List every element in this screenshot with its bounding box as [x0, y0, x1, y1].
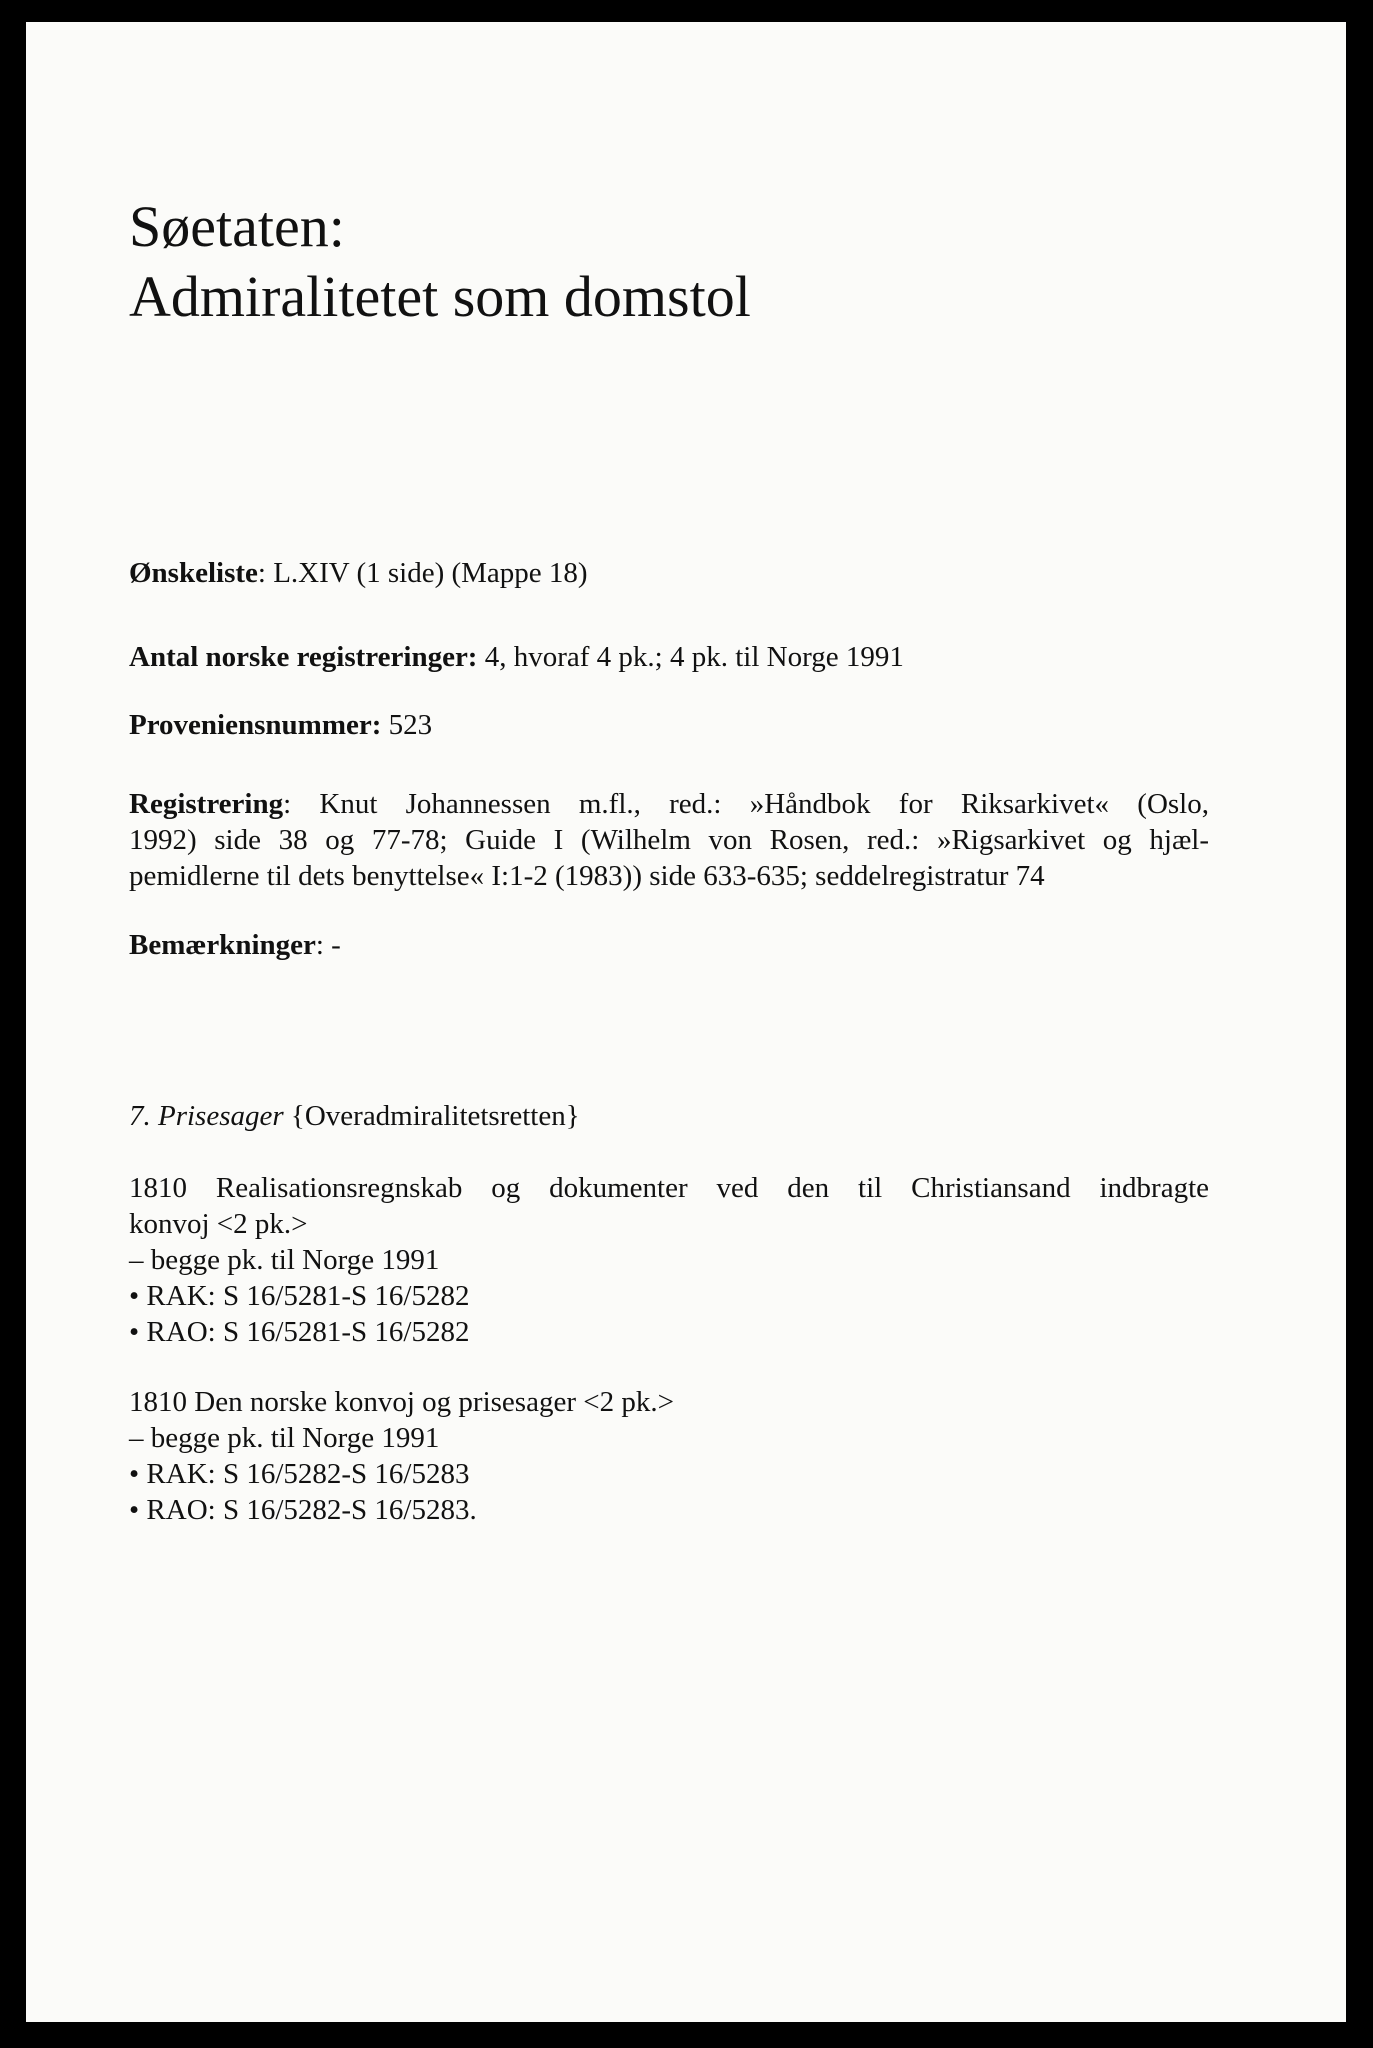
proveniens-label: Proveniensnummer:	[129, 709, 382, 741]
section-title: 7. Prisesager	[129, 1100, 284, 1132]
bemaerkninger-value: : -	[315, 929, 341, 961]
document-page	[26, 22, 1346, 2022]
entry-2-line-4: • RAO: S 16/5282-S 16/5283.	[129, 1494, 477, 1526]
registrering-line-1	[129, 786, 1209, 822]
onskeliste-value: : L.XIV (1 side) (Mappe 18)	[257, 557, 588, 589]
entry-1-line-1: 1810 Realisationsregnskab og dokumenter ved den til Christiansand indbragte	[129, 1172, 1209, 1204]
antal-value: 4, hvoraf 4 pk.; 4 pk. til Norge 1991	[477, 641, 904, 673]
entry-2	[129, 1384, 1209, 1528]
antal-label: Antal norske registreringer:	[129, 641, 478, 673]
antal-field	[129, 639, 1209, 675]
entry-1-line-2: konvoj <2 pk.>	[129, 1208, 308, 1240]
registrering-line-2: 1992) side 38 og 77-78; Guide I (Wilhelm von Rosen, red.: »Rigsarkivet og hjæl-	[129, 824, 1209, 856]
title-line-2: Admiralitetet som domstol	[129, 264, 751, 329]
entry-2-line-2: – begge pk. til Norge 1991	[129, 1422, 440, 1454]
proveniens-value: 523	[381, 709, 433, 741]
entry-1-line-3: – begge pk. til Norge 1991	[129, 1244, 440, 1276]
bemaerkninger-label: Bemærkninger	[129, 929, 316, 961]
bemaerkninger-field	[129, 927, 1209, 963]
page-title	[129, 192, 751, 332]
entry-1-line-5: • RAO: S 16/5281-S 16/5282	[129, 1316, 470, 1348]
entry-1	[129, 1170, 1209, 1350]
entry-2-line-1: 1810 Den norske konvoj og prisesager <2 pk.>	[129, 1386, 674, 1418]
registrering-label: Registrering	[129, 788, 284, 820]
registrering-field	[129, 786, 1209, 894]
entry-2-line-3: • RAK: S 16/5282-S 16/5283	[129, 1458, 470, 1490]
proveniens-field	[129, 707, 1209, 743]
registrering-line-3: pemidlerne til dets benyttelse« I:1-2 (1983)) side 633-635; seddelregistratur 74	[129, 860, 1045, 892]
entry-1-line-4: • RAK: S 16/5281-S 16/5282	[129, 1280, 470, 1312]
onskeliste-field	[129, 555, 1209, 591]
section-subtitle: {Overadmiralitetsretten}	[283, 1100, 580, 1132]
section-heading	[129, 1098, 580, 1134]
registrering-text-1: : Knut Johannessen m.fl., red.: »Håndbok for Riksarkivet« (Oslo,	[283, 788, 1209, 820]
title-line-1: Søetaten:	[129, 194, 345, 259]
onskeliste-label: Ønskeliste	[129, 557, 258, 589]
